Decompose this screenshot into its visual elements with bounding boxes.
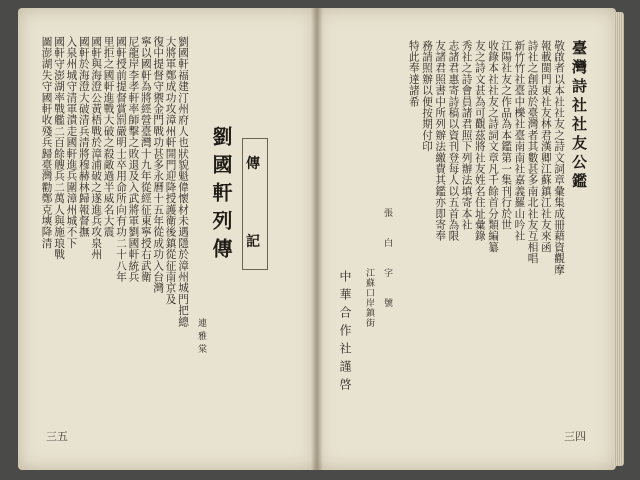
- book-gutter: [311, 8, 323, 470]
- right-page-number: 三四: [564, 430, 586, 443]
- biography-text-line: 大將軍鄭成功攻漳州軒開門迎降授護衛後鎮從征南京及: [164, 36, 177, 305]
- contact-name: 張 白 字 號: [382, 208, 392, 313]
- right-page: [316, 8, 616, 470]
- notice-text-line: 特此奉達諸希: [407, 40, 420, 108]
- left-page-number: 三五: [46, 430, 68, 443]
- open-book: [18, 8, 616, 470]
- biography-text-line: 入泉州城守清軍潰走國軒進兵圍漳州城不下: [65, 36, 78, 249]
- notice-text-line: 詩社之創設於臺灣者其數甚多南北社友互相唱: [526, 40, 539, 264]
- biography-text-line: 國軒守澎湖率戰艦二百餘艘兵二萬人與施琅戰: [53, 36, 65, 260]
- biography-text-line: 里拒之國軒進戰大破之殺敵過半威名大震: [102, 36, 115, 238]
- page-edges: [614, 12, 624, 466]
- notice-text-line: 友諸君照書中所列辦法繳費其鑑亦即寄奉: [434, 40, 447, 242]
- notice-text-line: 志諸君惠寄詩稿以資刊登每人以五首為限: [447, 40, 460, 242]
- section-label-biography-1: 傳: [246, 156, 260, 172]
- biography-text-line: 寧以國軒為將經營臺灣十九年從經征東寧授右武衛: [139, 36, 152, 283]
- biography-author: 連雅棠: [196, 318, 206, 357]
- left-page: [18, 8, 316, 470]
- notice-text-line: 江陽社友之作品為本鑑第一集刊行於世: [500, 40, 513, 231]
- notice-text-line: 收錄本社社友之詩詞文章凡千餘首分類編纂: [487, 40, 499, 253]
- contact-address: 江蘇口岸鎮街: [364, 268, 374, 328]
- notice-text-line: 友之詩文甚為可觀茲將社友姓名住址彙錄: [473, 40, 486, 242]
- section-label-biography-2: 記: [246, 234, 260, 250]
- biography-text-line: 國軒於海澄大破清兵清將穆赫林歸報督撫: [77, 36, 90, 238]
- notice-signature: 中華合作社謹啓: [338, 270, 352, 396]
- biography-text-line: 尼龍岸李孝軒率師擊之敗退及入武將軍劉國軒統兵: [127, 36, 140, 283]
- biography-text-line: 國軒與海澄公黃梧戰於漳浦破之遂進兵攻泉州: [90, 36, 103, 260]
- biography-text-line: 復中提督守禦金門戰功甚多永曆十五年從成功入台灣: [152, 36, 165, 294]
- notice-text-line: 敬啟者以本社社友之詩文詞章彙集成冊藉資觀摩: [553, 40, 565, 276]
- notice-text-line: 秀社之詩會員諸君照下列辦法填寄本社: [460, 40, 473, 231]
- section-label-box: [242, 138, 268, 270]
- notice-text-line: 新竹竹社臺中櫟社臺南南社嘉義羅山吟社: [513, 40, 526, 242]
- notice-title: 臺灣詩社社友公鑑: [570, 40, 588, 192]
- notice-text-line: 務請照辦以便按期付印: [421, 40, 433, 152]
- biography-text-line: 國軒授前提督賞罰嚴明士卒用命所向有功二十八年: [115, 36, 127, 283]
- biography-text-line: 劉國軒福建汀州府人也狀貌魁偉懷材未遇隱於漳州城門把總: [177, 36, 189, 328]
- biography-title: 劉國軒列傳: [209, 126, 233, 266]
- biography-text-line: 圖澎湖失守國軒收殘兵歸臺灣勸鄭克塽降清: [40, 36, 53, 249]
- notice-text-line: 報載閩門東社友林君漢卿江蘇鎮江社友來函: [539, 40, 552, 253]
